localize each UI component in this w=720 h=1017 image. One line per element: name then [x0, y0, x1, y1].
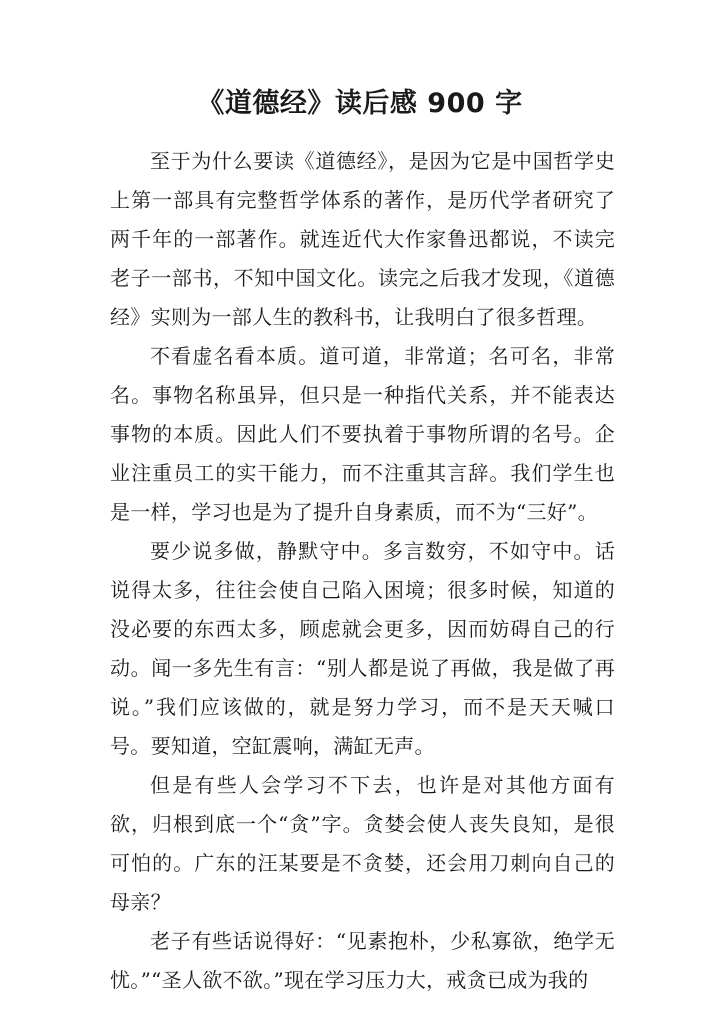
document-title: 《道德经》读后感 900 字 [197, 88, 523, 119]
document-body [110, 142, 615, 1000]
paragraph-4: 但是有些人会学习不下去，也许是对其他方面有欲，归根到底一个“贪”字。贪婪会使人丧失良知，是很可怕的。广东的汪某要是不贪婪，还会用刀刺向自己的母亲？ [110, 773, 615, 914]
paragraph-1: 至于为什么要读《道德经》，是因为它是中国哲学史上第一部具有完整哲学体系的著作，是历代学者研究了两千年的一部著作。就连近代大作家鲁迅都说，不读完老子一部书，不知中国文化。读完之后我才发现，《道德经》实则为一部人生的教科书，让我明白了很多哲理。 [110, 149, 615, 329]
paragraph-5: 老子有些话说得好：“见素抱朴，少私寡欲，绝学无忧。”“圣人欲不欲。”现在学习压力大，戒贪已成为我的 [110, 929, 615, 992]
paragraph-3: 要少说多做，静默守中。多言数穷，不如守中。话说得太多，往往会使自己陷入困境；很多时候，知道的没必要的东西太多，顾虑就会更多，因而妨碍自己的行动。闻一多先生有言：“别人都是说了再做，我是做了再说。”我们应该做的，就是努力学习，而不是天天喊口号。要知道，空缸震响，满缸无声。 [110, 539, 615, 758]
paragraph-2: 不看虚名看本质。道可道，非常道；名可名，非常名。事物名称虽异，但只是一种指代关系，并不能表达事物的本质。因此人们不要执着于事物所谓的名号。企业注重员工的实干能力，而不注重其言辞。我们学生也是一样，学习也是为了提升自身素质，而不为“三好”。 [110, 344, 615, 524]
